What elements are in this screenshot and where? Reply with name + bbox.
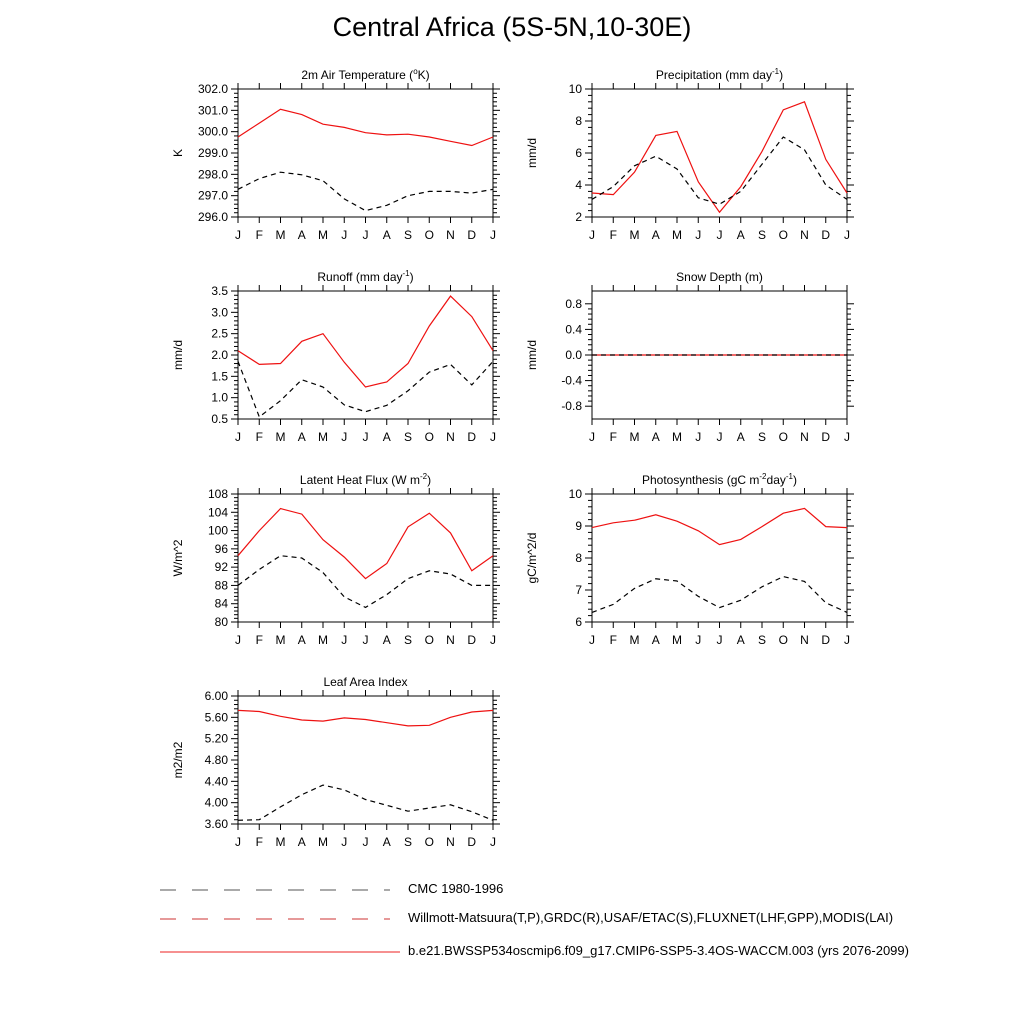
y-tick-label: 300.0: [197, 124, 228, 139]
x-tick-label: J: [362, 835, 369, 849]
x-tick-label: M: [318, 835, 328, 849]
y-tick-label: 4: [575, 178, 582, 192]
y-tick-label: 0.0: [565, 348, 582, 362]
y-tick-label: 6: [575, 615, 582, 629]
model-series-line: [238, 509, 493, 579]
title-superscript: -2: [419, 472, 428, 481]
model-series-line: [238, 296, 493, 387]
y-tick-label: 0.5: [211, 412, 228, 426]
x-tick-label: J: [490, 633, 496, 647]
plot-frame: [592, 494, 847, 622]
y-tick-label: 2: [575, 210, 582, 224]
y-tick-label: 108: [207, 487, 228, 501]
panel-7: [171, 675, 500, 849]
y-axis-label: mm/d: [525, 340, 539, 370]
x-tick-label: O: [778, 633, 788, 647]
x-tick-label: M: [275, 633, 286, 647]
title-part: ): [427, 473, 432, 487]
legend-line-model: [160, 951, 400, 955]
y-tick-label: 3.60: [204, 817, 228, 831]
x-tick-label: O: [424, 430, 434, 444]
y-tick-label: 6.00: [204, 689, 228, 703]
x-tick-label: S: [757, 228, 767, 242]
x-tick-label: J: [589, 430, 595, 444]
title-part: Latent Heat Flux (W m: [299, 473, 420, 487]
y-tick-label: 0.8: [565, 296, 582, 311]
x-tick-label: A: [382, 430, 391, 444]
x-tick-label: J: [695, 633, 702, 647]
y-tick-label: 0.4: [565, 322, 582, 337]
x-tick-label: M: [318, 430, 328, 444]
x-tick-label: A: [297, 633, 306, 647]
obs-series-line: [238, 172, 493, 210]
model-series-line: [592, 102, 847, 212]
x-tick-label: N: [446, 430, 455, 444]
x-tick-label: F: [255, 835, 263, 849]
x-tick-label: D: [467, 835, 477, 849]
obs-series-line: [238, 785, 493, 820]
x-tick-label: D: [467, 228, 477, 242]
x-tick-label: M: [672, 228, 682, 242]
panel-title: [676, 270, 763, 284]
legend-line-cmc: [160, 889, 400, 893]
legend-line-obs: [160, 918, 400, 922]
x-tick-label: N: [446, 228, 455, 242]
x-tick-label: M: [275, 430, 286, 444]
x-tick-label: J: [716, 228, 723, 242]
x-tick-label: M: [672, 633, 682, 647]
model-series-line: [238, 109, 493, 145]
x-tick-label: N: [800, 430, 809, 444]
x-tick-label: J: [341, 430, 348, 444]
x-tick-label: J: [235, 633, 241, 647]
x-tick-label: J: [589, 228, 595, 242]
obs-series-line: [592, 577, 847, 613]
y-tick-label: 3.0: [211, 305, 228, 320]
x-tick-label: F: [609, 430, 617, 444]
y-tick-label: 92: [214, 560, 228, 575]
x-tick-label: A: [736, 228, 745, 242]
panel-6: [525, 472, 854, 647]
y-tick-label: 3.5: [211, 284, 228, 298]
y-tick-label: 302.0: [197, 82, 228, 96]
obs-series-line: [238, 361, 493, 417]
x-tick-label: M: [629, 228, 640, 242]
x-tick-label: J: [589, 633, 595, 647]
x-tick-label: J: [695, 228, 702, 242]
x-tick-label: A: [382, 835, 391, 849]
y-tick-label: 4.80: [204, 753, 228, 767]
y-tick-label: 10: [568, 82, 582, 96]
x-tick-label: F: [255, 633, 263, 647]
x-tick-label: J: [844, 633, 850, 647]
title-superscript: o: [413, 67, 418, 76]
title-part: K): [417, 68, 430, 82]
x-tick-label: J: [490, 835, 496, 849]
panel-title: [323, 675, 407, 689]
x-tick-label: O: [778, 228, 788, 242]
x-tick-label: M: [672, 430, 682, 444]
y-tick-label: 299.0: [197, 146, 228, 160]
obs-series-line: [592, 137, 847, 204]
y-axis-label: mm/d: [525, 138, 539, 168]
legend-label-model: b.e21.BWSSP534oscmip6.f09_g17.CMIP6-SSP5-3.4OS-WACCM.003 (yrs 2076-2099): [408, 943, 909, 958]
x-tick-label: J: [341, 633, 348, 647]
panel-4: [525, 270, 854, 444]
x-tick-label: A: [651, 633, 660, 647]
plot-frame: [238, 89, 493, 217]
title-part: Leaf Area Index: [323, 675, 408, 689]
x-tick-label: M: [318, 633, 328, 647]
y-tick-label: 8: [575, 114, 582, 128]
panel-3: [171, 269, 500, 444]
title-superscript: -1: [785, 472, 793, 481]
panel-5: [171, 472, 500, 647]
x-tick-label: N: [446, 633, 455, 647]
x-tick-label: A: [382, 228, 391, 242]
x-tick-label: J: [362, 633, 369, 647]
x-tick-label: D: [467, 633, 477, 647]
y-tick-label: 301.0: [197, 103, 228, 118]
x-tick-label: N: [800, 228, 809, 242]
x-tick-label: S: [403, 633, 413, 647]
x-tick-label: A: [651, 228, 660, 242]
title-part: Precipitation (mm day: [655, 68, 772, 82]
x-tick-label: J: [362, 228, 369, 242]
y-axis-label: W/m^2: [171, 539, 185, 577]
page-title: Central Africa (5S-5N,10-30E): [332, 12, 692, 42]
title-part: ): [793, 473, 797, 487]
panel-2: [525, 67, 854, 242]
x-tick-label: D: [467, 430, 477, 444]
y-tick-label: 88: [214, 578, 228, 593]
x-tick-label: D: [821, 633, 831, 647]
x-tick-label: J: [695, 430, 702, 444]
obs-series-line: [238, 556, 493, 608]
title-part: 2m Air Temperature (: [301, 68, 414, 82]
x-tick-label: A: [297, 228, 306, 242]
y-tick-label: 7: [575, 583, 582, 597]
x-tick-label: A: [736, 633, 745, 647]
panel-title: [642, 472, 797, 487]
x-tick-label: D: [821, 430, 831, 444]
x-tick-label: D: [821, 228, 831, 242]
y-tick-label: -0.4: [561, 373, 582, 388]
model-series-line: [592, 508, 847, 544]
y-tick-label: 4.00: [204, 795, 228, 810]
x-tick-label: J: [235, 228, 241, 242]
y-axis-label: mm/d: [171, 340, 185, 370]
title-part: Runoff (mm day: [317, 270, 403, 284]
x-tick-label: A: [651, 430, 660, 444]
x-tick-label: O: [424, 835, 434, 849]
x-tick-label: S: [403, 835, 413, 849]
x-tick-label: M: [318, 228, 328, 242]
x-tick-label: M: [275, 835, 286, 849]
title-part: Photosynthesis (gC m: [642, 473, 760, 487]
legend-label-obs: Willmott-Matsuura(T,P),GRDC(R),USAF/ETAC(S),FLUXNET(LHF,GPP),MODIS(LAI): [408, 910, 894, 925]
y-axis-label: m2/m2: [171, 741, 185, 779]
panel-title: [300, 472, 431, 487]
x-tick-label: A: [297, 835, 306, 849]
y-axis-label: gC/m^2/d: [525, 532, 539, 584]
x-tick-label: J: [490, 430, 496, 444]
y-tick-label: 9: [575, 519, 582, 533]
y-tick-label: 6: [575, 146, 582, 160]
y-tick-label: 5.60: [204, 710, 228, 725]
x-tick-label: S: [757, 633, 767, 647]
legend-label-cmc: CMC 1980-1996: [408, 881, 504, 896]
x-tick-label: J: [341, 228, 348, 242]
x-tick-label: J: [844, 228, 850, 242]
plot-frame: [238, 291, 493, 419]
x-tick-label: A: [297, 430, 306, 444]
panel-title: [301, 67, 429, 82]
x-tick-label: J: [235, 430, 241, 444]
x-tick-label: O: [424, 633, 434, 647]
x-tick-label: S: [403, 228, 413, 242]
title-superscript: -2: [759, 472, 767, 481]
x-tick-label: J: [235, 835, 241, 849]
x-tick-label: F: [255, 228, 263, 242]
y-tick-label: 296.0: [197, 210, 228, 224]
y-tick-label: 84: [214, 596, 228, 611]
x-tick-label: J: [341, 835, 348, 849]
y-axis-label: K: [171, 148, 185, 158]
x-tick-label: N: [446, 835, 455, 849]
x-tick-label: O: [424, 228, 434, 242]
y-tick-label: 8: [575, 551, 582, 565]
y-tick-label: -0.8: [561, 399, 582, 414]
y-tick-label: 2.5: [211, 326, 228, 341]
x-tick-label: J: [362, 430, 369, 444]
x-tick-label: M: [629, 430, 640, 444]
x-tick-label: F: [609, 228, 617, 242]
title-part: ): [409, 270, 414, 284]
y-tick-label: 100: [207, 523, 228, 538]
x-tick-label: J: [716, 633, 723, 647]
title-part: ): [779, 68, 784, 82]
x-tick-label: S: [757, 430, 767, 444]
x-tick-label: J: [716, 430, 723, 444]
x-tick-label: N: [800, 633, 809, 647]
x-tick-label: A: [382, 633, 391, 647]
x-tick-label: J: [844, 430, 850, 444]
y-tick-label: 298.0: [197, 167, 228, 182]
x-tick-label: J: [490, 228, 496, 242]
x-tick-label: M: [629, 633, 640, 647]
title-part: day: [766, 473, 786, 487]
y-tick-label: 1.5: [211, 369, 228, 384]
x-tick-label: A: [736, 430, 745, 444]
x-tick-label: O: [778, 430, 788, 444]
y-tick-label: 4.40: [204, 774, 228, 789]
model-series-line: [238, 710, 493, 726]
title-part: Snow Depth (m): [676, 270, 763, 284]
y-tick-label: 96: [214, 541, 228, 556]
y-tick-label: 5.20: [204, 731, 228, 746]
x-tick-label: F: [609, 633, 617, 647]
title-superscript: -1: [402, 269, 410, 278]
x-tick-label: S: [403, 430, 413, 444]
x-tick-label: F: [255, 430, 263, 444]
plot-frame: [592, 89, 847, 217]
panel-title: [317, 269, 413, 284]
y-tick-label: 104: [207, 505, 228, 520]
panel-1: [171, 67, 500, 242]
title-superscript: -1: [771, 67, 780, 76]
y-tick-label: 10: [568, 487, 582, 501]
panel-title: [656, 67, 783, 82]
y-tick-label: 2.0: [211, 348, 228, 362]
x-tick-label: M: [275, 228, 286, 242]
y-tick-label: 80: [214, 615, 228, 629]
y-tick-label: 1.0: [211, 390, 228, 405]
y-tick-label: 297.0: [197, 188, 228, 203]
